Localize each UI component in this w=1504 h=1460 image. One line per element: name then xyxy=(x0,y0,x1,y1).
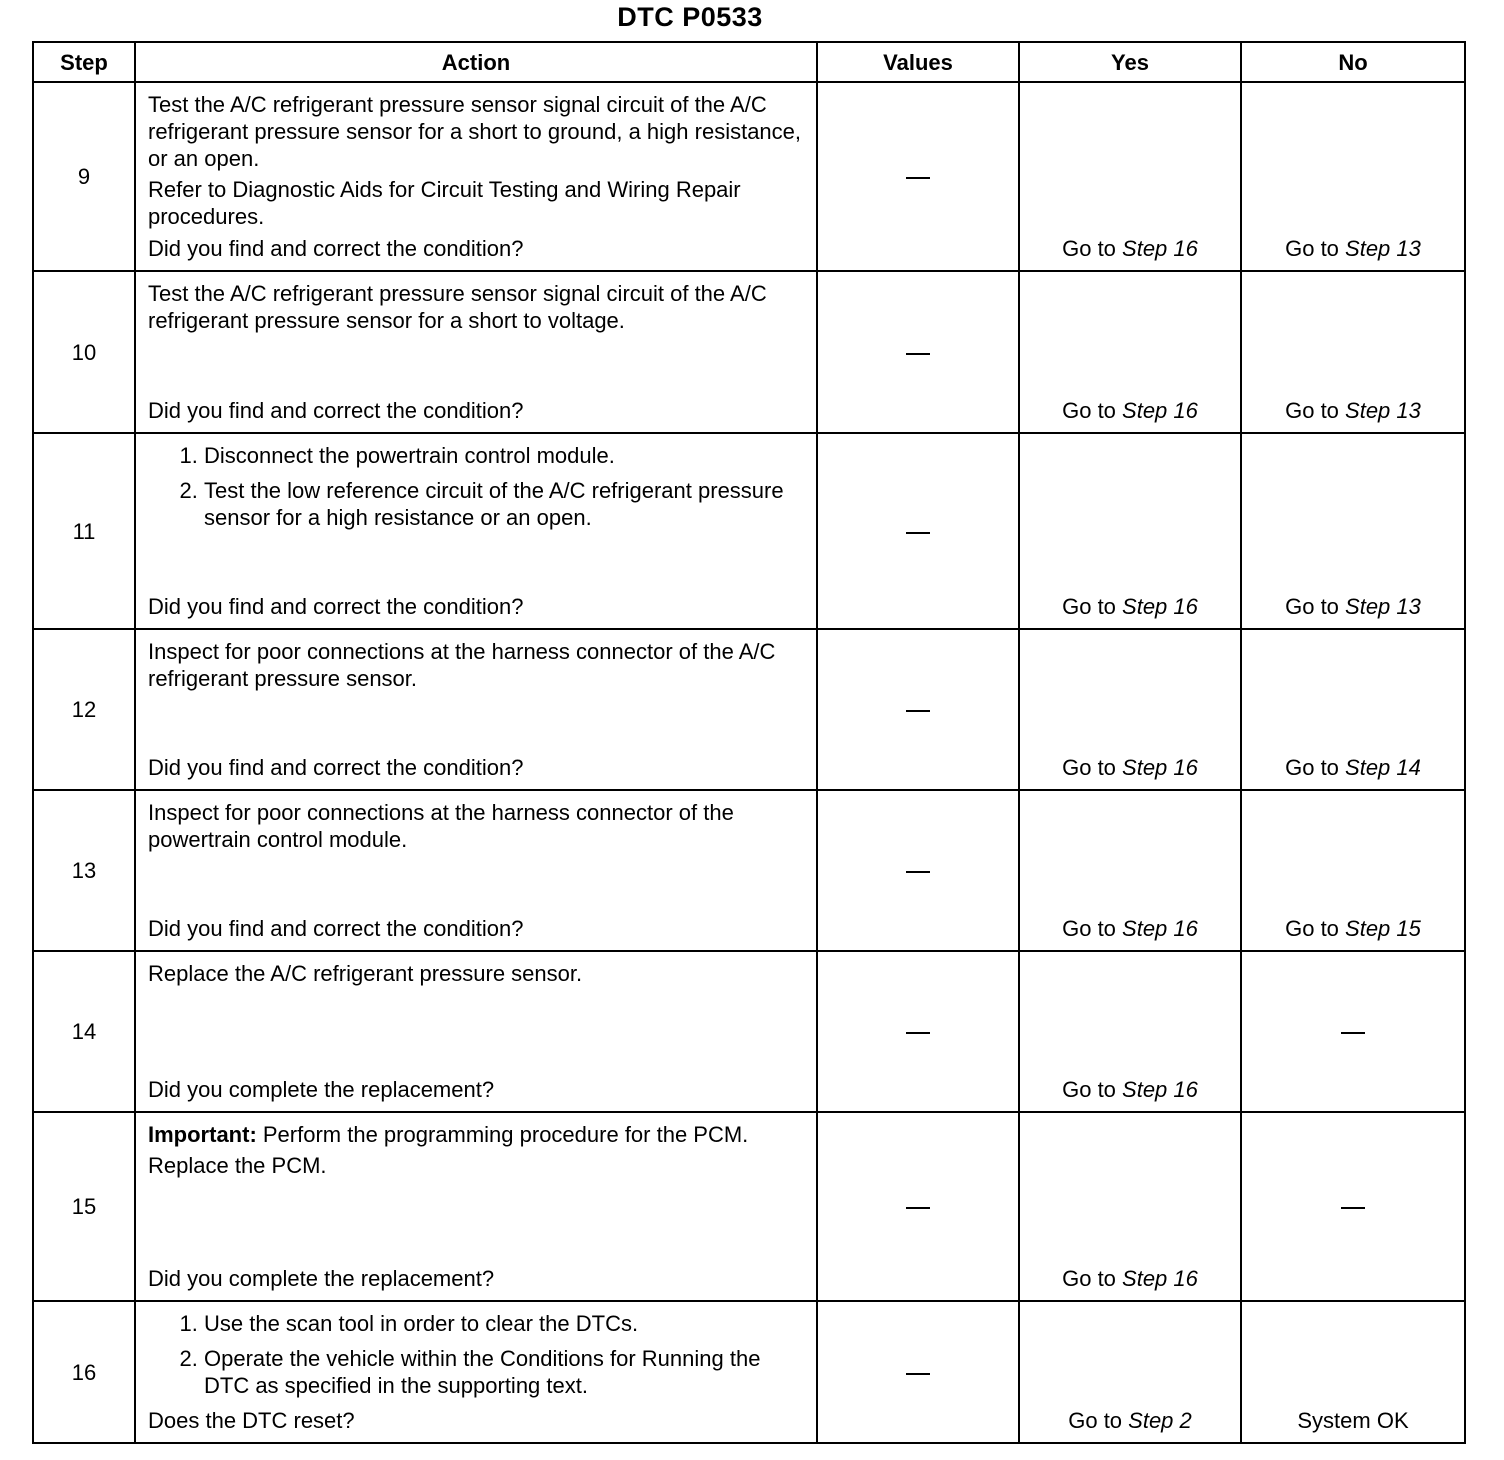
step-number: 11 xyxy=(33,433,135,629)
yes-cell xyxy=(1019,271,1241,433)
no-cell xyxy=(1241,1301,1465,1443)
action-content xyxy=(148,638,804,781)
action-list-item: 2. Operate the vehicle within the Conditions for Running the DTC as specified in the supporting text. xyxy=(204,1345,804,1399)
action-cell xyxy=(135,271,817,433)
no-step-ref: Step 13 xyxy=(1345,594,1421,619)
yes-cell xyxy=(1019,951,1241,1112)
action-paragraph: Test the A/C refrigerant pressure sensor signal circuit of the A/C refrigerant pressure sensor for a short to ground, a high resistance, or an open. xyxy=(148,92,802,171)
yes-step-ref: Step 16 xyxy=(1122,1266,1198,1291)
action-paragraph: Test the A/C refrigerant pressure sensor signal circuit of the A/C refrigerant pressure sensor for a short to voltage. xyxy=(148,281,767,333)
no-go-to-label: Go to xyxy=(1285,755,1346,780)
table-row xyxy=(33,951,1465,1112)
no-step-ref: Step 13 xyxy=(1345,236,1421,261)
no-result-text: System OK xyxy=(1297,1408,1409,1433)
important-text: Perform the programming procedure for the PCM. xyxy=(256,1122,749,1147)
action-content xyxy=(148,280,804,424)
no-cell xyxy=(1241,82,1465,271)
action-question: Does the DTC reset? xyxy=(148,1408,355,1433)
step-number: 16 xyxy=(33,1301,135,1443)
action-paragraph: Inspect for poor connections at the harness connector of the powertrain control module. xyxy=(148,800,734,852)
step-number: 10 xyxy=(33,271,135,433)
header-values: Values xyxy=(817,42,1019,82)
table-row xyxy=(33,82,1465,271)
values-cell xyxy=(817,1301,1019,1443)
yes-cell xyxy=(1019,433,1241,629)
action-instructions xyxy=(148,799,804,857)
values-dash xyxy=(906,532,930,534)
no-step-ref: Step 13 xyxy=(1345,398,1421,423)
action-content xyxy=(148,91,804,262)
action-question: Did you find and correct the condition? xyxy=(148,916,524,941)
action-instructions xyxy=(148,280,804,338)
table-row xyxy=(33,629,1465,790)
values-dash xyxy=(906,1207,930,1209)
header-yes: Yes xyxy=(1019,42,1241,82)
header-step: Step xyxy=(33,42,135,82)
dtc-table xyxy=(32,41,1466,1444)
action-steps-list xyxy=(148,442,804,531)
header-no: No xyxy=(1241,42,1465,82)
values-cell xyxy=(817,82,1019,271)
no-cell xyxy=(1241,790,1465,951)
table-row xyxy=(33,1112,1465,1301)
yes-go-to-label: Go to xyxy=(1062,755,1123,780)
no-cell xyxy=(1241,271,1465,433)
yes-step-ref: Step 16 xyxy=(1122,1077,1198,1102)
step-number: 12 xyxy=(33,629,135,790)
yes-step-ref: Step 16 xyxy=(1122,755,1198,780)
table-row xyxy=(33,1301,1465,1443)
action-cell xyxy=(135,951,817,1112)
yes-cell xyxy=(1019,82,1241,271)
action-content xyxy=(148,1310,804,1434)
values-dash xyxy=(906,353,930,355)
step-number: 9 xyxy=(33,82,135,271)
action-paragraph: Inspect for poor connections at the harness connector of the A/C refrigerant pressure sensor. xyxy=(148,639,776,691)
action-question: Did you find and correct the condition? xyxy=(148,755,524,780)
action-instructions xyxy=(148,442,804,539)
action-steps-list xyxy=(148,1310,804,1399)
yes-step-ref: Step 16 xyxy=(1122,236,1198,261)
step-number: 15 xyxy=(33,1112,135,1301)
action-cell xyxy=(135,433,817,629)
no-dash xyxy=(1341,1207,1365,1209)
table-row xyxy=(33,433,1465,629)
action-cell xyxy=(135,1301,817,1443)
header-action: Action xyxy=(135,42,817,82)
important-label: Important: xyxy=(148,1122,257,1147)
action-question: Did you find and correct the condition? xyxy=(148,594,524,619)
action-cell xyxy=(135,82,817,271)
yes-step-ref: Step 16 xyxy=(1122,398,1198,423)
yes-go-to-label: Go to xyxy=(1068,1408,1129,1433)
action-cell xyxy=(135,790,817,951)
values-cell xyxy=(817,790,1019,951)
no-go-to-label: Go to xyxy=(1285,916,1346,941)
no-go-to-label: Go to xyxy=(1285,398,1346,423)
yes-cell xyxy=(1019,790,1241,951)
header-row xyxy=(33,42,1465,82)
action-question: Did you find and correct the condition? xyxy=(148,236,524,261)
action-list-item: 1. Use the scan tool in order to clear the DTCs. xyxy=(204,1310,804,1337)
yes-go-to-label: Go to xyxy=(1062,916,1123,941)
action-instructions xyxy=(148,960,804,991)
values-dash xyxy=(906,1373,930,1375)
yes-go-to-label: Go to xyxy=(1062,594,1123,619)
action-paragraph: Replace the A/C refrigerant pressure sensor. xyxy=(148,961,583,986)
no-cell xyxy=(1241,1112,1465,1301)
action-content xyxy=(148,1121,804,1292)
values-dash xyxy=(906,710,930,712)
values-dash xyxy=(906,871,930,873)
yes-step-ref: Step 16 xyxy=(1122,594,1198,619)
no-step-ref: Step 14 xyxy=(1345,755,1421,780)
yes-go-to-label: Go to xyxy=(1062,1077,1123,1102)
no-cell xyxy=(1241,433,1465,629)
action-content xyxy=(148,442,804,620)
values-dash xyxy=(906,1032,930,1034)
values-cell xyxy=(817,271,1019,433)
values-cell xyxy=(817,1112,1019,1301)
values-cell xyxy=(817,433,1019,629)
action-cell xyxy=(135,629,817,790)
action-question: Did you complete the replacement? xyxy=(148,1077,495,1102)
action-instructions xyxy=(148,1310,804,1407)
important-note xyxy=(148,1121,804,1148)
table-row xyxy=(33,790,1465,951)
yes-cell xyxy=(1019,1112,1241,1301)
no-dash xyxy=(1341,1032,1365,1034)
yes-go-to-label: Go to xyxy=(1062,398,1123,423)
values-dash xyxy=(906,177,930,179)
no-cell xyxy=(1241,951,1465,1112)
action-question: Did you complete the replacement? xyxy=(148,1266,495,1291)
yes-go-to-label: Go to xyxy=(1062,1266,1123,1291)
action-list-item: 1. Disconnect the powertrain control module. xyxy=(204,442,804,469)
page-title: DTC P0533 xyxy=(617,2,763,32)
no-go-to-label: Go to xyxy=(1285,236,1346,261)
action-paragraph: Refer to Diagnostic Aids for Circuit Testing and Wiring Repair procedures. xyxy=(148,177,741,229)
action-content xyxy=(148,960,804,1103)
action-content xyxy=(148,799,804,942)
action-paragraph: Replace the PCM. xyxy=(148,1153,327,1178)
yes-step-ref: Step 2 xyxy=(1128,1408,1192,1433)
yes-go-to-label: Go to xyxy=(1062,236,1123,261)
step-number: 14 xyxy=(33,951,135,1112)
yes-step-ref: Step 16 xyxy=(1122,916,1198,941)
values-cell xyxy=(817,629,1019,790)
no-go-to-label: Go to xyxy=(1285,594,1346,619)
action-list-item: 2. Test the low reference circuit of the A/C refrigerant pressure sensor for a high resistance or an open. xyxy=(204,477,804,531)
yes-cell xyxy=(1019,629,1241,790)
no-step-ref: Step 15 xyxy=(1345,916,1421,941)
no-cell xyxy=(1241,629,1465,790)
action-question: Did you find and correct the condition? xyxy=(148,398,524,423)
action-instructions xyxy=(148,91,804,234)
yes-cell xyxy=(1019,1301,1241,1443)
table-row xyxy=(33,271,1465,433)
action-instructions xyxy=(148,638,804,696)
action-instructions xyxy=(148,1121,804,1183)
action-cell xyxy=(135,1112,817,1301)
values-cell xyxy=(817,951,1019,1112)
step-number: 13 xyxy=(33,790,135,951)
